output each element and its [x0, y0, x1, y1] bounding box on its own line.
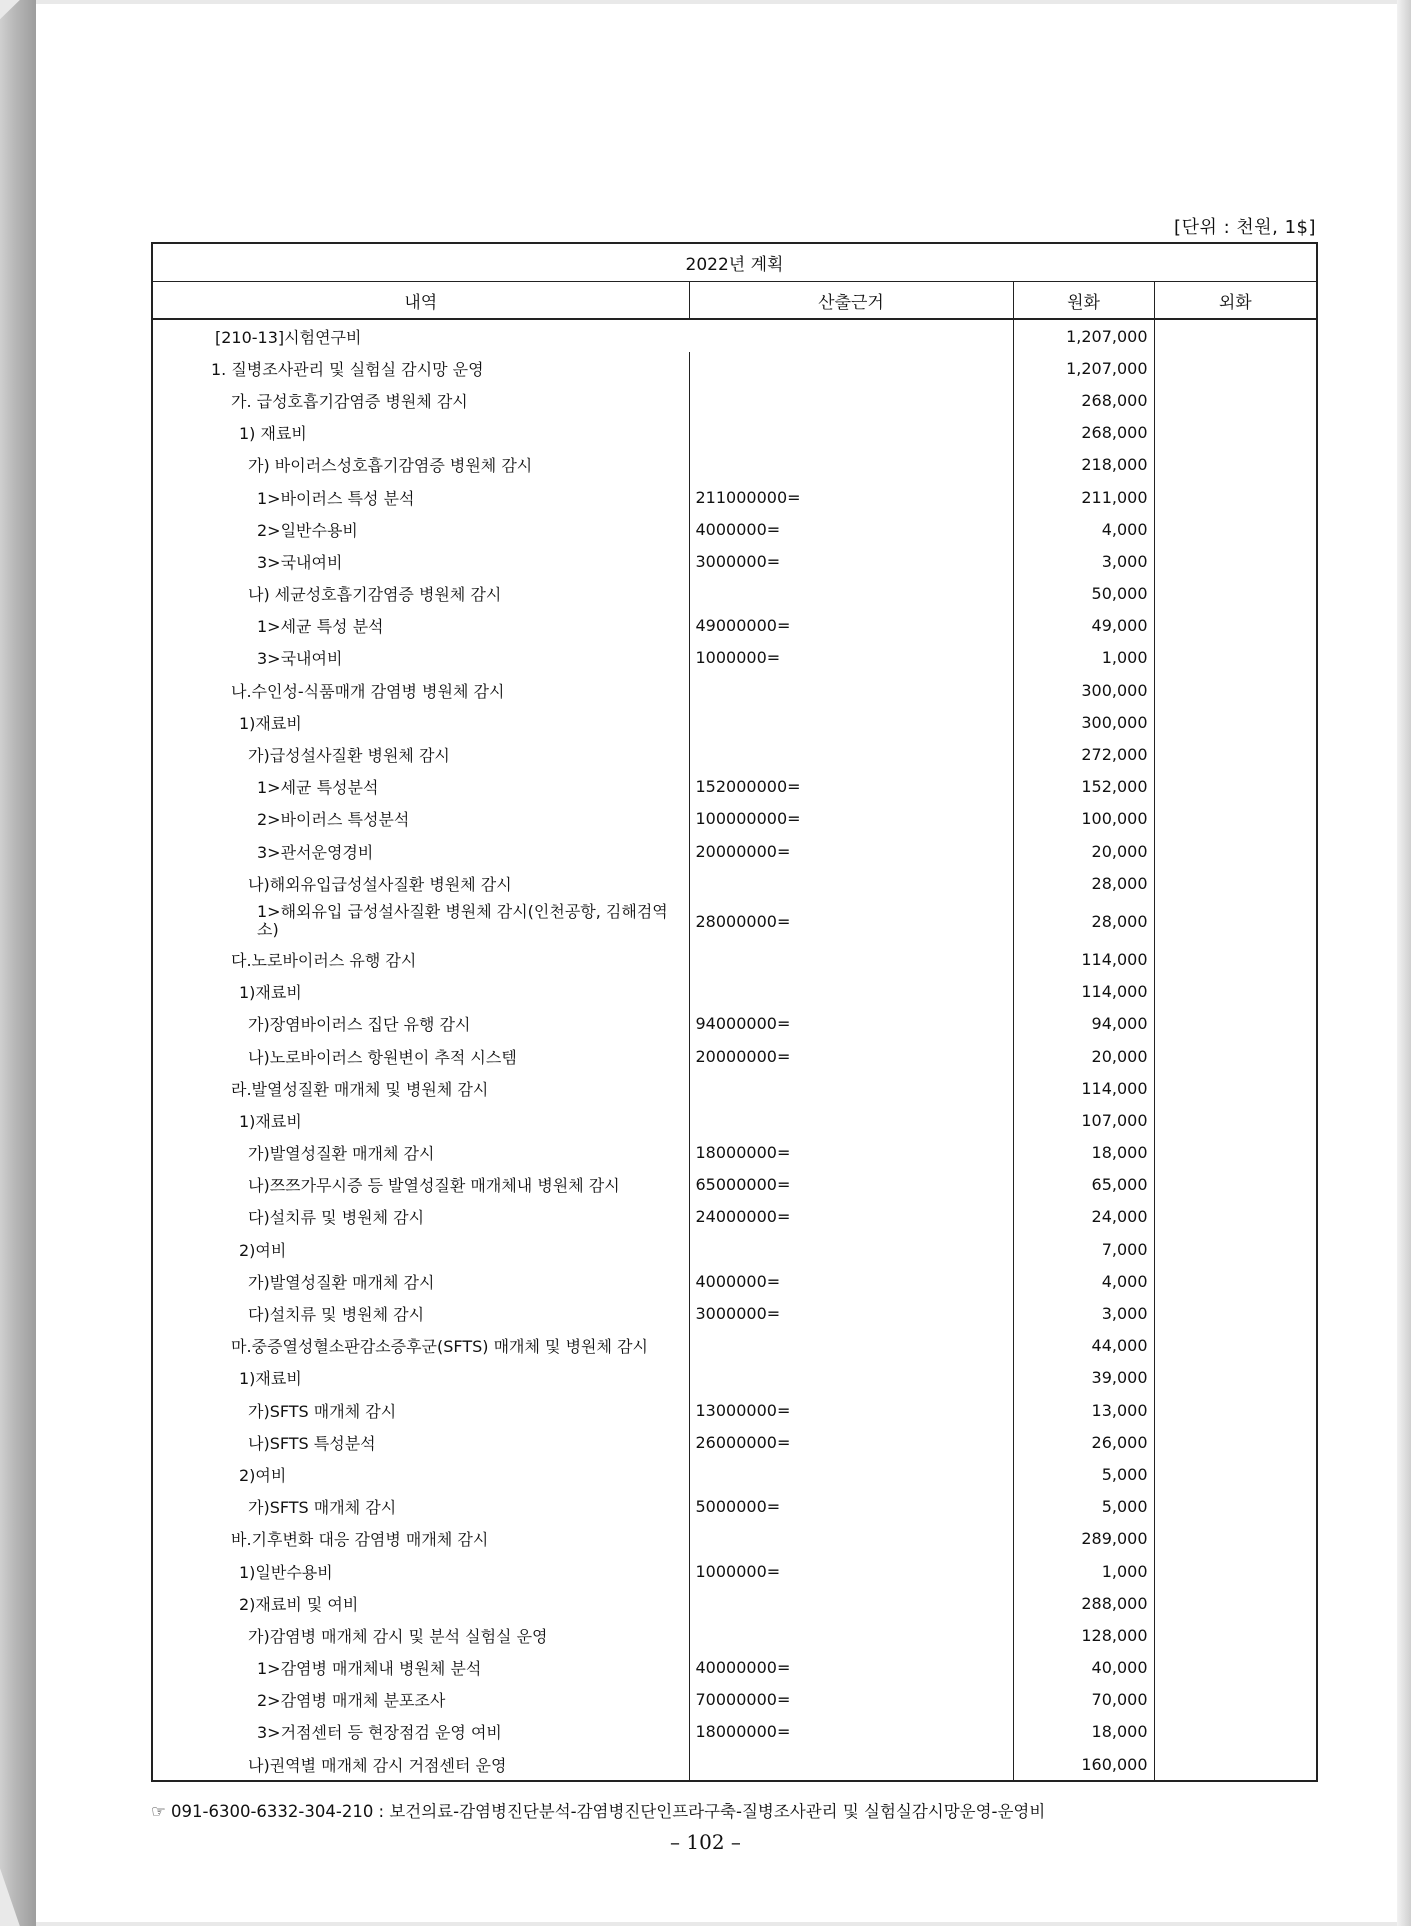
row-foreign-amount [1154, 1426, 1317, 1458]
row-basis: 4000000= [689, 513, 1013, 545]
row-basis: 100000000= [689, 803, 1013, 835]
row-foreign-amount [1154, 738, 1317, 770]
row-foreign-amount [1154, 449, 1317, 481]
row-foreign-amount [1154, 1137, 1317, 1169]
row-won-amount: 39,000 [1013, 1362, 1154, 1394]
table-row [152, 1748, 1317, 1781]
row-basis [689, 1748, 1013, 1781]
row-foreign-amount [1154, 1684, 1317, 1716]
row-description: 가)SFTS 매개체 감시 [152, 1491, 689, 1523]
row-description: 1. 질병조사관리 및 실험실 감시망 운영 [152, 352, 689, 384]
row-won-amount: 28,000 [1013, 899, 1154, 943]
table-row [152, 1362, 1317, 1394]
page-edge-shadow [1397, 0, 1411, 1926]
row-description: [210-13]시험연구비 [152, 319, 1013, 352]
table-row [152, 1652, 1317, 1684]
table-row [152, 1233, 1317, 1265]
row-basis: 28000000= [689, 899, 1013, 943]
table-row [152, 1104, 1317, 1136]
page-number: – 102 – [670, 1830, 741, 1854]
row-foreign-amount [1154, 1233, 1317, 1265]
row-foreign-amount [1154, 674, 1317, 706]
table-row [152, 1394, 1317, 1426]
row-foreign-amount [1154, 1297, 1317, 1329]
row-foreign-amount [1154, 1104, 1317, 1136]
row-description: 가) 바이러스성호흡기감염증 병원체 감시 [152, 449, 689, 481]
row-basis [689, 1362, 1013, 1394]
row-won-amount: 268,000 [1013, 384, 1154, 416]
row-won-amount: 13,000 [1013, 1394, 1154, 1426]
row-description: 1>감염병 매개체내 병원체 분석 [152, 1652, 689, 1684]
row-won-amount: 26,000 [1013, 1426, 1154, 1458]
row-basis [689, 867, 1013, 899]
table-row [152, 1008, 1317, 1040]
row-won-amount: 114,000 [1013, 943, 1154, 975]
table-row [152, 1684, 1317, 1716]
row-description: 3>국내여비 [152, 545, 689, 577]
row-won-amount: 114,000 [1013, 976, 1154, 1008]
row-description: 1>세균 특성분석 [152, 771, 689, 803]
row-foreign-amount [1154, 1201, 1317, 1233]
row-won-amount: 268,000 [1013, 417, 1154, 449]
row-basis: 1000000= [689, 1555, 1013, 1587]
row-basis [689, 417, 1013, 449]
row-foreign-amount [1154, 867, 1317, 899]
row-description: 1)재료비 [152, 1104, 689, 1136]
row-description: 2)여비 [152, 1458, 689, 1490]
row-basis: 211000000= [689, 481, 1013, 513]
row-foreign-amount [1154, 1040, 1317, 1072]
table-row [152, 1716, 1317, 1748]
row-won-amount: 100,000 [1013, 803, 1154, 835]
row-basis: 49000000= [689, 610, 1013, 642]
row-basis [689, 578, 1013, 610]
row-description: 2)재료비 및 여비 [152, 1587, 689, 1619]
table-row [152, 1265, 1317, 1297]
row-foreign-amount [1154, 976, 1317, 1008]
row-description: 가. 급성호흡기감염증 병원체 감시 [152, 384, 689, 416]
table-row [152, 513, 1317, 545]
row-basis [689, 1072, 1013, 1104]
row-description: 3>국내여비 [152, 642, 689, 674]
row-won-amount: 1,207,000 [1013, 319, 1154, 352]
row-won-amount: 288,000 [1013, 1587, 1154, 1619]
row-description: 1)재료비 [152, 706, 689, 738]
row-foreign-amount [1154, 803, 1317, 835]
row-description: 1) 재료비 [152, 417, 689, 449]
table-row [152, 1040, 1317, 1072]
row-won-amount: 107,000 [1013, 1104, 1154, 1136]
row-foreign-amount [1154, 1716, 1317, 1748]
row-description: 1>바이러스 특성 분석 [152, 481, 689, 513]
row-foreign-amount [1154, 1394, 1317, 1426]
row-won-amount: 3,000 [1013, 545, 1154, 577]
unit-label: [단위 : 천원, 1$] [1174, 217, 1316, 238]
row-description: 나)SFTS 특성분석 [152, 1426, 689, 1458]
table-row [152, 481, 1317, 513]
row-basis [689, 449, 1013, 481]
row-won-amount: 44,000 [1013, 1330, 1154, 1362]
column-header-won: 원화 [1013, 282, 1154, 320]
row-description: 1>세균 특성 분석 [152, 610, 689, 642]
row-basis [689, 1330, 1013, 1362]
year-header: 2022년 계획 [152, 243, 1317, 282]
row-basis [689, 1619, 1013, 1651]
table-row [152, 642, 1317, 674]
row-won-amount: 20,000 [1013, 1040, 1154, 1072]
table-row [152, 803, 1317, 835]
row-basis: 18000000= [689, 1716, 1013, 1748]
table-row [152, 771, 1317, 803]
row-foreign-amount [1154, 943, 1317, 975]
table-row [152, 384, 1317, 416]
row-foreign-amount [1154, 1362, 1317, 1394]
row-won-amount: 7,000 [1013, 1233, 1154, 1265]
row-basis: 4000000= [689, 1265, 1013, 1297]
row-won-amount: 20,000 [1013, 835, 1154, 867]
row-won-amount: 128,000 [1013, 1619, 1154, 1651]
row-description: 나)노로바이러스 항원변이 추적 시스템 [152, 1040, 689, 1072]
row-won-amount: 18,000 [1013, 1716, 1154, 1748]
row-description: 나)권역별 매개체 감시 거점센터 운영 [152, 1748, 689, 1781]
row-won-amount: 70,000 [1013, 1684, 1154, 1716]
row-foreign-amount [1154, 578, 1317, 610]
row-foreign-amount [1154, 610, 1317, 642]
row-basis [689, 352, 1013, 384]
row-description: 가)장염바이러스 집단 유행 감시 [152, 1008, 689, 1040]
row-basis: 40000000= [689, 1652, 1013, 1684]
row-description: 가)발열성질환 매개체 감시 [152, 1265, 689, 1297]
row-foreign-amount [1154, 352, 1317, 384]
row-won-amount: 3,000 [1013, 1297, 1154, 1329]
table-row [152, 545, 1317, 577]
row-basis: 3000000= [689, 1297, 1013, 1329]
row-foreign-amount [1154, 1008, 1317, 1040]
row-basis: 24000000= [689, 1201, 1013, 1233]
row-description: 나)쯔쯔가무시증 등 발열성질환 매개체내 병원체 감시 [152, 1169, 689, 1201]
table-row [152, 1426, 1317, 1458]
row-basis [689, 943, 1013, 975]
row-won-amount: 65,000 [1013, 1169, 1154, 1201]
row-won-amount: 4,000 [1013, 513, 1154, 545]
row-foreign-amount [1154, 1587, 1317, 1619]
table-row [152, 417, 1317, 449]
table-row [152, 1072, 1317, 1104]
row-foreign-amount [1154, 1330, 1317, 1362]
row-won-amount: 218,000 [1013, 449, 1154, 481]
table-row [152, 706, 1317, 738]
row-won-amount: 1,000 [1013, 1555, 1154, 1587]
row-basis [689, 1523, 1013, 1555]
row-basis: 5000000= [689, 1491, 1013, 1523]
row-foreign-amount [1154, 1619, 1317, 1651]
row-description: 3>거점센터 등 현장점검 운영 여비 [152, 1716, 689, 1748]
row-foreign-amount [1154, 1491, 1317, 1523]
row-basis [689, 738, 1013, 770]
row-basis: 13000000= [689, 1394, 1013, 1426]
row-won-amount: 114,000 [1013, 1072, 1154, 1104]
row-description: 가)감염병 매개체 감시 및 분석 실험실 운영 [152, 1619, 689, 1651]
row-foreign-amount [1154, 1555, 1317, 1587]
row-description: 나.수인성-식품매개 감염병 병원체 감시 [152, 674, 689, 706]
row-won-amount: 300,000 [1013, 706, 1154, 738]
row-description: 마.중증열성혈소판감소증후군(SFTS) 매개체 및 병원체 감시 [152, 1330, 689, 1362]
row-won-amount: 94,000 [1013, 1008, 1154, 1040]
row-won-amount: 24,000 [1013, 1201, 1154, 1233]
row-description: 나)해외유입급성설사질환 병원체 감시 [152, 867, 689, 899]
row-won-amount: 28,000 [1013, 867, 1154, 899]
row-foreign-amount [1154, 384, 1317, 416]
row-foreign-amount [1154, 417, 1317, 449]
table-row [152, 449, 1317, 481]
row-description: 2>감염병 매개체 분포조사 [152, 1684, 689, 1716]
row-won-amount: 40,000 [1013, 1652, 1154, 1684]
row-foreign-amount [1154, 771, 1317, 803]
table-row [152, 1491, 1317, 1523]
row-foreign-amount [1154, 1652, 1317, 1684]
row-won-amount: 5,000 [1013, 1458, 1154, 1490]
row-description: 가)SFTS 매개체 감시 [152, 1394, 689, 1426]
row-won-amount: 160,000 [1013, 1748, 1154, 1781]
row-won-amount: 272,000 [1013, 738, 1154, 770]
row-description: 라.발열성질환 매개체 및 병원체 감시 [152, 1072, 689, 1104]
row-description: 1>해외유입 급성설사질환 병원체 감시(인천공항, 김해검역소) [152, 899, 689, 943]
row-won-amount: 152,000 [1013, 771, 1154, 803]
row-basis [689, 1104, 1013, 1136]
row-foreign-amount [1154, 899, 1317, 943]
row-foreign-amount [1154, 319, 1317, 352]
row-basis: 94000000= [689, 1008, 1013, 1040]
row-description: 2)여비 [152, 1233, 689, 1265]
row-basis: 70000000= [689, 1684, 1013, 1716]
row-foreign-amount [1154, 642, 1317, 674]
table-row [152, 610, 1317, 642]
table-row [152, 835, 1317, 867]
table-row [152, 674, 1317, 706]
table-row [152, 867, 1317, 899]
row-won-amount: 300,000 [1013, 674, 1154, 706]
row-foreign-amount [1154, 513, 1317, 545]
table-row [152, 578, 1317, 610]
table-row [152, 738, 1317, 770]
table-row [152, 1587, 1317, 1619]
row-won-amount: 18,000 [1013, 1137, 1154, 1169]
table-row [152, 1523, 1317, 1555]
row-description: 2>바이러스 특성분석 [152, 803, 689, 835]
table-row [152, 1297, 1317, 1329]
table-row [152, 1555, 1317, 1587]
row-basis: 1000000= [689, 642, 1013, 674]
table-row [152, 1330, 1317, 1362]
table-row [152, 352, 1317, 384]
row-foreign-amount [1154, 1748, 1317, 1781]
row-description: 다.노로바이러스 유행 감시 [152, 943, 689, 975]
row-description: 바.기후변화 대응 감염병 매개체 감시 [152, 1523, 689, 1555]
table-row [152, 1201, 1317, 1233]
row-won-amount: 5,000 [1013, 1491, 1154, 1523]
row-basis [689, 1587, 1013, 1619]
row-description: 3>관서운영경비 [152, 835, 689, 867]
row-basis [689, 706, 1013, 738]
row-foreign-amount [1154, 706, 1317, 738]
row-foreign-amount [1154, 1169, 1317, 1201]
row-basis: 26000000= [689, 1426, 1013, 1458]
row-foreign-amount [1154, 1072, 1317, 1104]
row-won-amount: 50,000 [1013, 578, 1154, 610]
row-basis [689, 1458, 1013, 1490]
table-row [152, 1137, 1317, 1169]
row-description: 1)일반수용비 [152, 1555, 689, 1587]
row-basis [689, 384, 1013, 416]
row-basis: 20000000= [689, 835, 1013, 867]
row-won-amount: 1,000 [1013, 642, 1154, 674]
budget-code-footnote: ☞ 091-6300-6332-304-210 : 보건의료-감염병진단분석-감염병진단인프라구축-질병조사관리 및 실험실감시망운영-운영비 [151, 1802, 1046, 1821]
row-basis [689, 976, 1013, 1008]
row-basis: 20000000= [689, 1040, 1013, 1072]
row-description: 나) 세균성호흡기감염증 병원체 감시 [152, 578, 689, 610]
table-row [152, 1619, 1317, 1651]
row-foreign-amount [1154, 545, 1317, 577]
column-header-foreign: 외화 [1154, 282, 1317, 320]
row-won-amount: 1,207,000 [1013, 352, 1154, 384]
row-foreign-amount [1154, 1523, 1317, 1555]
book-spine [0, 0, 36, 1926]
row-description: 2>일반수용비 [152, 513, 689, 545]
row-basis [689, 674, 1013, 706]
row-won-amount: 289,000 [1013, 1523, 1154, 1555]
row-foreign-amount [1154, 1265, 1317, 1297]
table-body [152, 319, 1317, 1781]
row-foreign-amount [1154, 835, 1317, 867]
column-header-description: 내역 [152, 282, 689, 320]
column-header-basis: 산출근거 [689, 282, 1013, 320]
row-foreign-amount [1154, 1458, 1317, 1490]
row-won-amount: 4,000 [1013, 1265, 1154, 1297]
row-description: 1)재료비 [152, 1362, 689, 1394]
row-description: 가)발열성질환 매개체 감시 [152, 1137, 689, 1169]
row-basis: 152000000= [689, 771, 1013, 803]
row-won-amount: 49,000 [1013, 610, 1154, 642]
row-basis [689, 1233, 1013, 1265]
row-basis: 3000000= [689, 545, 1013, 577]
table-row [152, 943, 1317, 975]
row-foreign-amount [1154, 481, 1317, 513]
table-row [152, 1169, 1317, 1201]
row-basis: 65000000= [689, 1169, 1013, 1201]
row-description: 가)급성설사질환 병원체 감시 [152, 738, 689, 770]
budget-table [151, 242, 1318, 1782]
table-row [152, 1458, 1317, 1490]
row-basis: 18000000= [689, 1137, 1013, 1169]
row-description: 다)설치류 및 병원체 감시 [152, 1201, 689, 1233]
row-description: 1)재료비 [152, 976, 689, 1008]
table-row [152, 899, 1317, 943]
row-won-amount: 211,000 [1013, 481, 1154, 513]
table-row [152, 319, 1317, 352]
row-description: 다)설치류 및 병원체 감시 [152, 1297, 689, 1329]
table-row [152, 976, 1317, 1008]
